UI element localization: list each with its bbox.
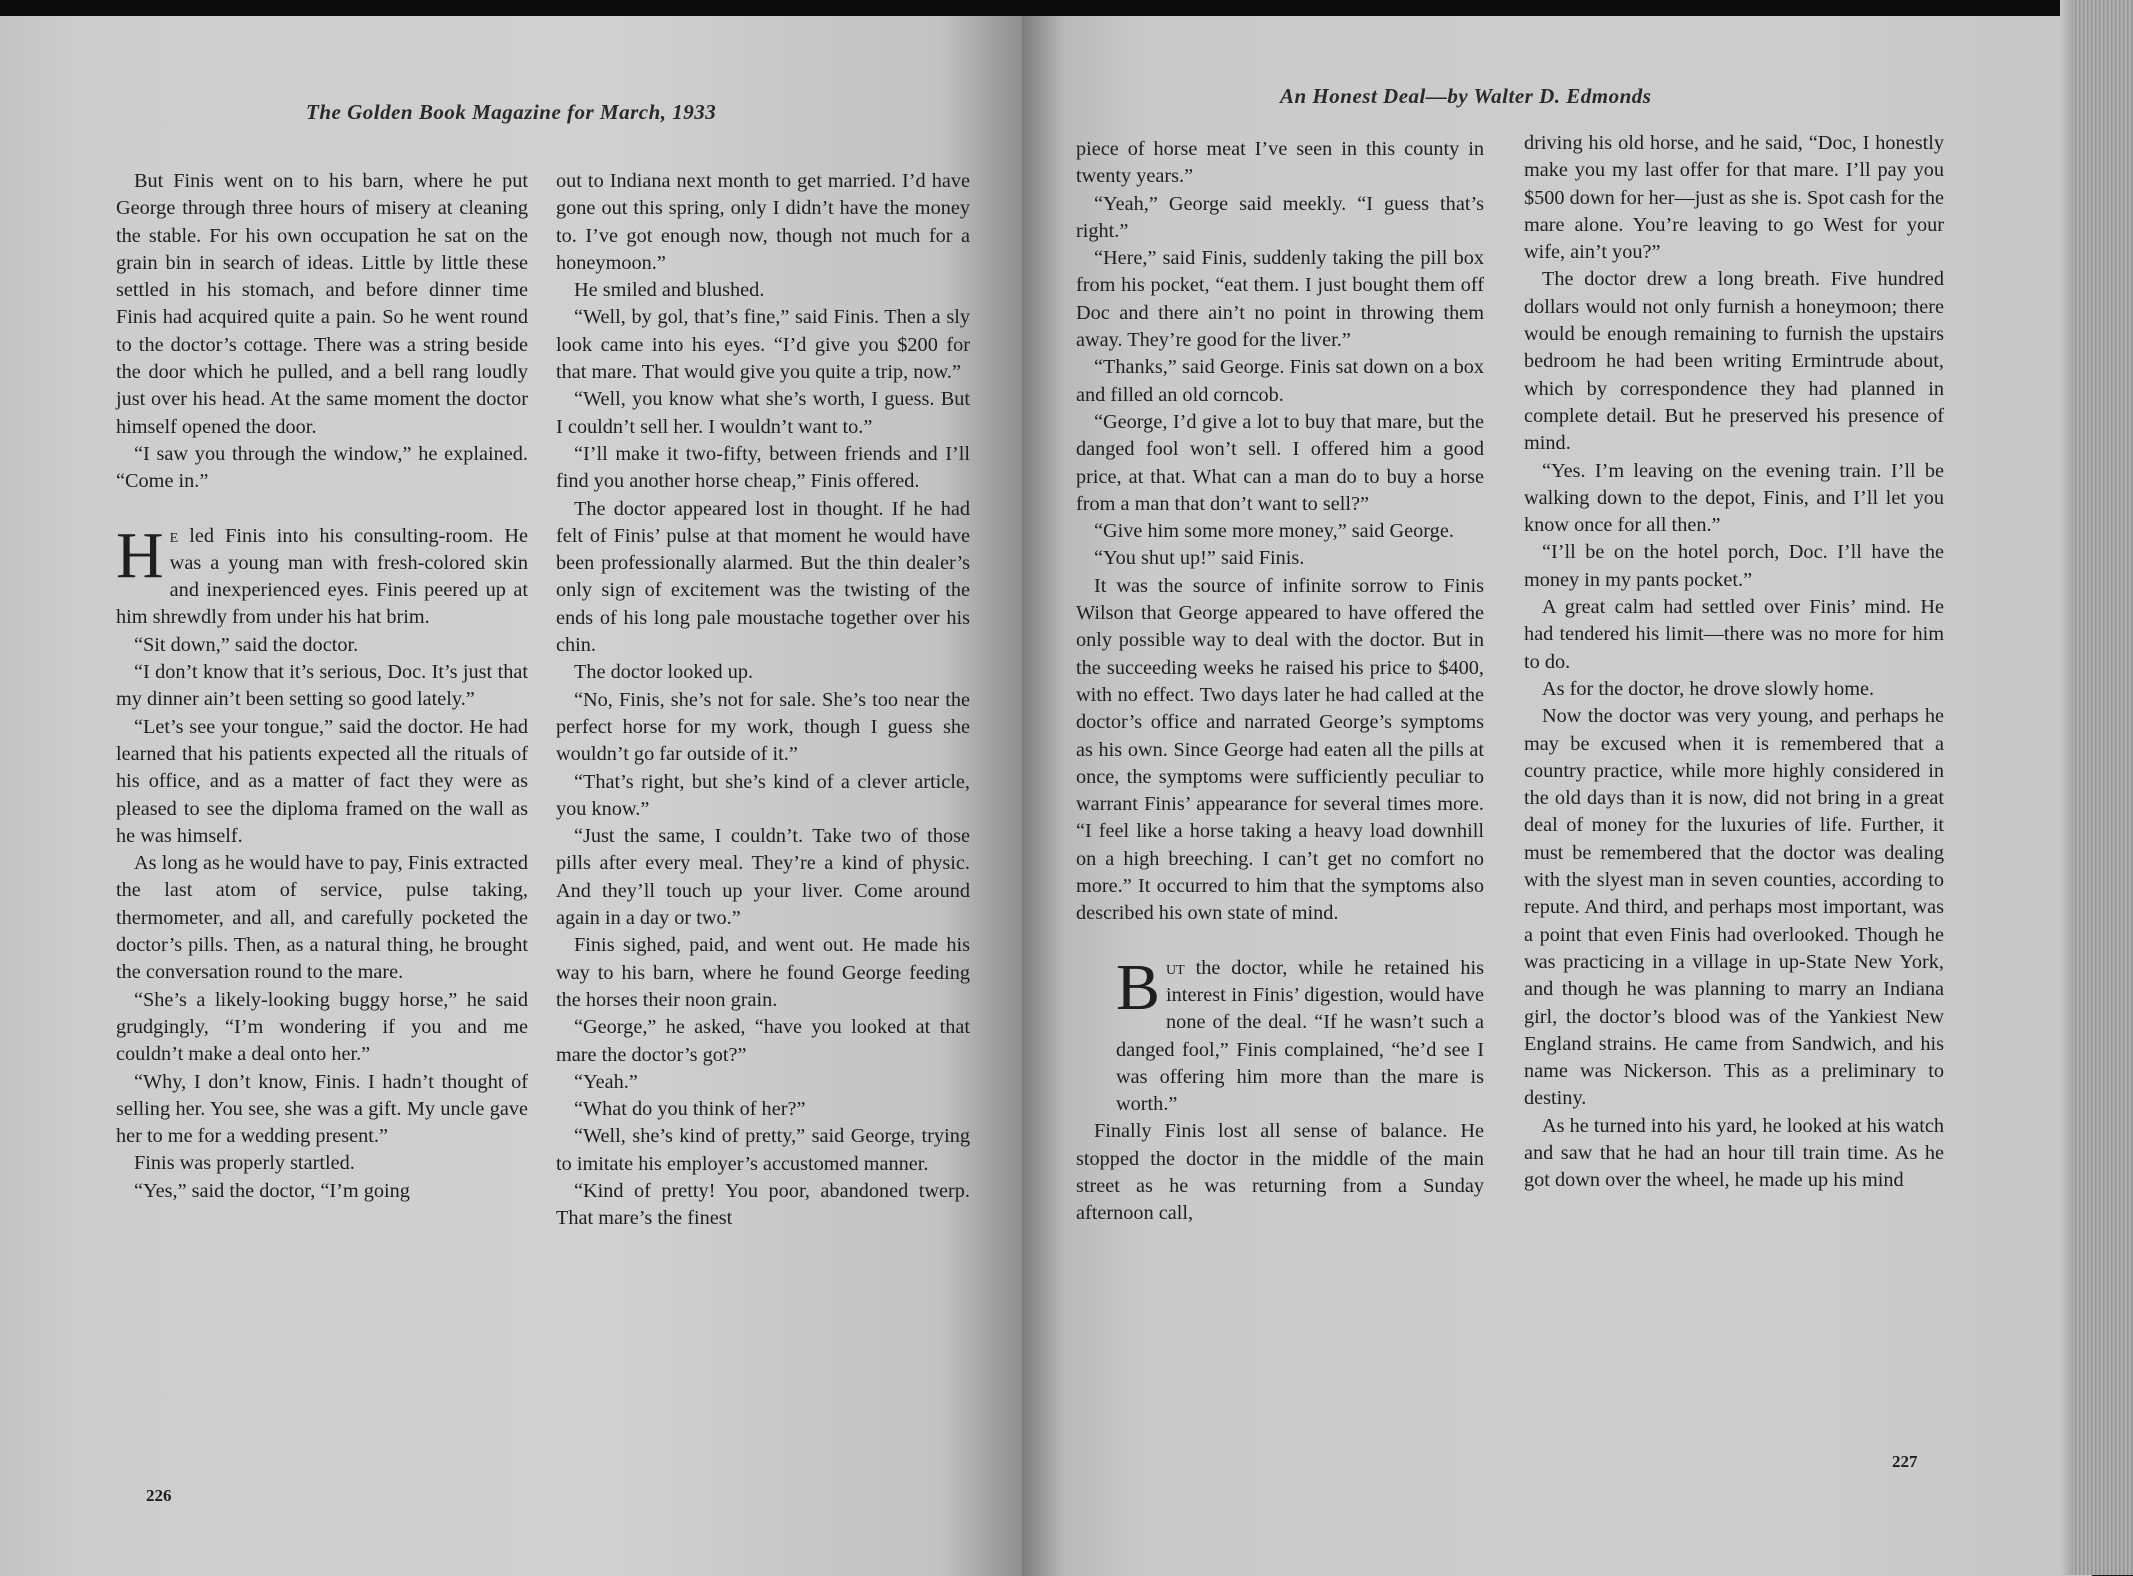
paragraph: A great calm had settled over Finis’ mind. He had tendered his limit—there was no more for him to do. bbox=[1524, 596, 1944, 673]
paragraph: “Well, she’s kind of pretty,” said George, trying to imitate his employer’s accustomed manner. bbox=[556, 1125, 970, 1175]
paragraph: “Yeah.” bbox=[574, 1070, 638, 1093]
right-page bbox=[1022, 16, 2092, 1576]
paragraph: Finis sighed, paid, and went out. He made his way to his barn, where he found George feeding the horses their noon grain. bbox=[556, 934, 970, 1011]
paragraph: “Yeah,” George said meekly. “I guess that’s right.” bbox=[1076, 192, 1484, 242]
paragraph: As he turned into his yard, he looked at his watch and saw that he had an hour till train time. As he got down over the wheel, he made up his mind bbox=[1524, 1114, 1944, 1192]
paragraph: piece of horse meat I’ve seen in this county in twenty years.” bbox=[1076, 138, 1484, 188]
paragraph: out to Indiana next month to get married. I’d have gone out this spring, only I didn’t have the money to. I’ve got enough now, though not much for a honeymoon.” bbox=[556, 170, 970, 274]
paragraph: “Just the same, I couldn’t. Take two of those pills after every meal. They’re a kind of physic. And they’ll touch up your liver. Come around again in a day or two.” bbox=[556, 825, 970, 930]
paragraph: “I saw you through the window,” he explained. “Come in.” bbox=[116, 442, 528, 493]
paragraph: “Let’s see your tongue,” said the doctor. He had learned that his patients expected all the rituals of his office, and as a matter of fact they were as pleased to see the diploma framed on the wall as he was himself. bbox=[116, 715, 528, 847]
paragraph: The doctor looked up. bbox=[574, 661, 754, 684]
drop-cap-letter: H bbox=[116, 518, 164, 592]
paragraph: As long as he would have to pay, Finis extracted the last atom of service, pulse taking, thermometer, and all, and carefully pocketed the doctor’s pills. Then, as a natural thing, he brought the conversation round to the mare. bbox=[116, 852, 528, 984]
paragraph: driving his old horse, and he said, “Doc, I honestly make you my last offer for that mare. I’ll pay you $500 down for her—just as she is. Spot cash for the mare alone. You’re leaving to go West for your wife, ain’t you?” bbox=[1524, 132, 1944, 264]
dropcap-paragraph bbox=[1076, 950, 1484, 1119]
paragraph: “Here,” said Finis, suddenly taking the pill box from his pocket, “eat them. I just bought them off Doc and there ain’t no point in throwing them away. They’re good for the liver.” bbox=[1076, 247, 1484, 352]
paragraph: Now the doctor was very young, and perhaps he may be excused when it is remembered that a country practice, while more highly considered in the old days than it is now, did not bring in a great deal of money for the luxuries of life. Further, it must be remembered that the doctor was dealing with the slyest man in seven counties, according to repute. And third, and perhaps most important, was a point that even Finis had overlooked. Though he was practicing in a village in up-State New York, and though he was planning to marry an Indiana girl, the doctor’s blood was of the Yankiest New England strains. He came from Sandwich, and his name was Nickerson. This as a preliminary to destiny. bbox=[1524, 705, 1944, 1110]
paragraph: It was the source of infinite sorrow to Finis Wilson that George appeared to have offered the only possible way to deal with the doctor. But in the succeeding weeks he raised his price to $400, with no effect. Two days later he had called at the doctor’s office and narrated George’s symptoms as his own. Since George had eaten all the pills at once, the symptoms were sufficiently peculiar to warrant Finis’ appearance for several times more. “I feel like a horse taking a heavy load downhill on a high breeching. I can’t get no comfort no more.” It occurred to him that the symptoms also described his own state of mind. bbox=[1076, 574, 1484, 925]
paragraph: “Well, by gol, that’s fine,” said Finis. Then a sly look came into his eyes. “I’d give you $200 for that mare. That would give you quite a trip, now.” bbox=[556, 306, 970, 384]
paragraph: “She’s a likely-looking buggy horse,” he said grudgingly, “I’m wondering if you and me couldn’t make a deal onto her.” bbox=[116, 988, 528, 1066]
paragraph: “Kind of pretty! You poor, abandoned twerp. That mare’s the finest bbox=[556, 1179, 970, 1230]
small-caps-text: ut bbox=[1166, 956, 1185, 979]
paragraph: “Yes,” said the doctor, “I’m going bbox=[134, 1179, 410, 1202]
paragraph-text: the doctor, while he retained his interest in Finis’ digestion, would have none of the deal. “If he wasn’t such a danged fool,” Finis complained, “he’d see I was offering him more than the mare is worth.” bbox=[1116, 956, 1484, 1116]
paragraph: “I’ll be on the hotel porch, Doc. I’ll have the money in my pants pocket.” bbox=[1524, 541, 1944, 591]
page-number-right: 227 bbox=[1892, 1452, 1918, 1471]
paragraph: “George,” he asked, “have you looked at that mare the doctor’s got?” bbox=[556, 1016, 970, 1066]
paragraph: But Finis went on to his barn, where he put George through three hours of misery at cleaning the stable. For his own occupation he sat on the grain bin in search of ideas. Little by little these settled in his stomach, and before dinner time Finis had acquired quite a pain. So he went round to the doctor’s cottage. There was a string beside the door which he pulled, and a bell rang loudly just over his head. At the same moment the doctor himself opened the door. bbox=[116, 170, 528, 438]
paragraph: As for the doctor, he drove slowly home. bbox=[1542, 677, 1875, 700]
paragraph: The doctor appeared lost in thought. If he had felt of Finis’ pulse at that moment he would have been professionally alarmed. But the thin dealer’s only sign of excitement was the twisting of the ends of his long pale moustache together over his chin. bbox=[556, 497, 970, 657]
paragraph: “That’s right, but she’s kind of a clever article, you know.” bbox=[556, 770, 970, 820]
paragraph-text: led Finis into his consulting-room. He was a young man with fresh-colored skin and inexperienced eyes. Finis peered up at him shrewdly from under his hat brim. bbox=[116, 524, 528, 629]
paragraph: “Well, you know what she’s worth, I guess. But I couldn’t sell her. I wouldn’t want to.” bbox=[556, 388, 970, 438]
paragraph: “I don’t know that it’s serious, Doc. It’s just that my dinner ain’t been setting so good lately.” bbox=[116, 661, 528, 711]
paragraph: “What do you think of her?” bbox=[574, 1098, 806, 1121]
paragraph: “Give him some more money,” said George. bbox=[1094, 520, 1454, 543]
paragraph: “Thanks,” said George. Finis sat down on a box and filled an old corncob. bbox=[1076, 356, 1484, 406]
running-head-right: An Honest Deal—by Walter D. Edmonds bbox=[1280, 84, 1652, 108]
right-column-1 bbox=[1076, 136, 1484, 1228]
left-column-1 bbox=[116, 168, 528, 1205]
dropcap-paragraph bbox=[116, 518, 528, 632]
paragraph: Finis was properly startled. bbox=[134, 1152, 355, 1175]
running-head-left: The Golden Book Magazine for March, 1933 bbox=[306, 100, 717, 124]
paragraph: “I’ll make it two-fifty, between friends and I’ll find you another horse cheap,” Finis offered. bbox=[556, 442, 970, 493]
page-number-left: 226 bbox=[146, 1486, 172, 1505]
left-column-2 bbox=[556, 168, 970, 1233]
paragraph: The doctor drew a long breath. Five hundred dollars would not only furnish a honeymoon; there would be enough remaining to furnish the upstairs bedroom he had been writing Ermintrude about, which by correspondence they had planned in complete detail. But he preserved his presence of mind. bbox=[1524, 268, 1944, 455]
paragraph: “Yes. I’m leaving on the evening train. I’ll be walking down to the depot, Finis, and I’ll let you know once for all then.” bbox=[1524, 459, 1944, 537]
paragraph: Finally Finis lost all sense of balance. He stopped the doctor in the middle of the main street as he was returning from a Sunday afternoon call, bbox=[1076, 1120, 1484, 1225]
book-page-edges bbox=[2060, 0, 2133, 1575]
paragraph: “George, I’d give a lot to buy that mare, but the danged fool won’t sell. I offered him a good price, at that. What can a man do to buy a horse from a man that don’t want to sell?” bbox=[1076, 410, 1484, 515]
paragraph: “You shut up!” said Finis. bbox=[1094, 547, 1305, 570]
paragraph: He smiled and blushed. bbox=[574, 279, 765, 302]
left-page bbox=[0, 16, 1022, 1576]
paragraph: “Why, I don’t know, Finis. I hadn’t thought of selling her. You see, she was a gift. My uncle gave her to me for a wedding present.” bbox=[116, 1070, 528, 1148]
paragraph: “Sit down,” said the doctor. bbox=[134, 633, 359, 656]
small-caps-text: e bbox=[169, 524, 179, 547]
right-column-2 bbox=[1524, 130, 1944, 1195]
drop-cap-letter: B bbox=[1116, 950, 1161, 1024]
paragraph: “No, Finis, she’s not for sale. She’s too near the perfect horse for my work, though I guess she wouldn’t go far outside of it.” bbox=[556, 688, 970, 766]
